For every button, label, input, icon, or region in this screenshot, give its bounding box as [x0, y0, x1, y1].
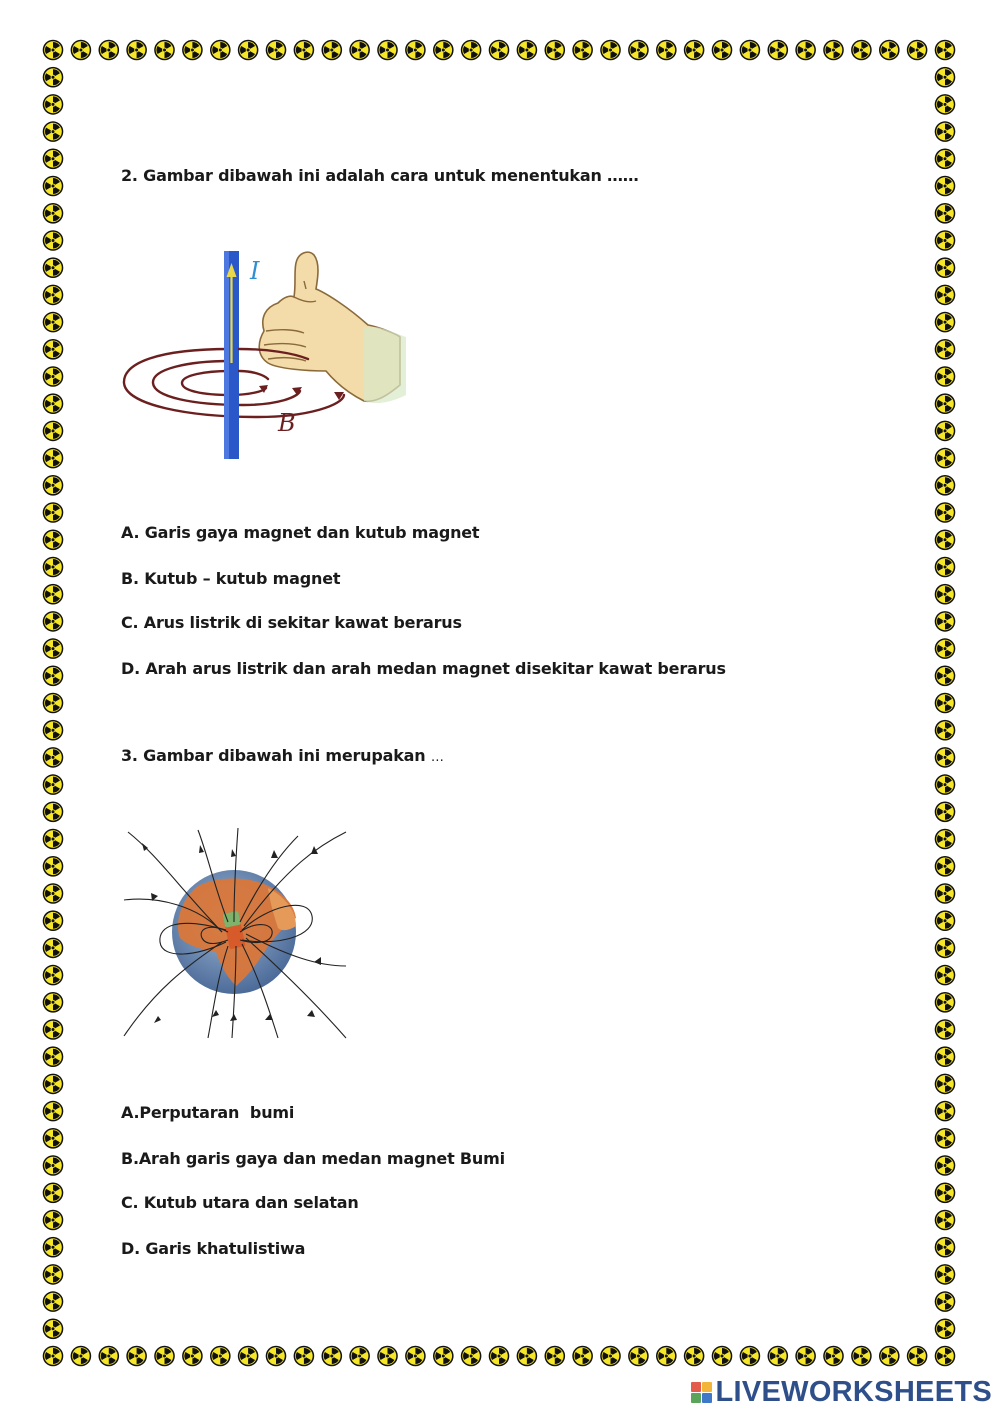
radiation-icon [656, 1346, 677, 1367]
radiation-icon [43, 856, 64, 877]
radiation-icon [71, 1346, 92, 1367]
radiation-icon [43, 1128, 64, 1149]
radiation-icon [43, 1346, 64, 1367]
radiation-icon [294, 40, 315, 61]
radiation-icon [321, 40, 342, 61]
radiation-icon [935, 339, 956, 360]
radiation-icon [43, 1074, 64, 1095]
radiation-icon [43, 257, 64, 278]
radiation-icon [767, 1346, 788, 1367]
radiation-icon [43, 1210, 64, 1231]
radiation-icon [43, 1046, 64, 1067]
radiation-icon [935, 938, 956, 959]
question-3-option-b[interactable]: B.Arah garis gaya dan medan magnet Bumi [121, 1149, 505, 1168]
radiation-icon [851, 1346, 872, 1367]
radiation-icon [126, 40, 147, 61]
radiation-icon [43, 1291, 64, 1312]
radiation-icon [935, 666, 956, 687]
radiation-icon [935, 992, 956, 1013]
radiation-icon [43, 829, 64, 850]
radiation-icon [935, 829, 956, 850]
radiation-icon [43, 1155, 64, 1176]
brand-text: LIVEWORKSHEETS [715, 1375, 992, 1408]
radiation-icon [43, 693, 64, 714]
radiation-icon [935, 1183, 956, 1204]
radiation-icon [795, 1346, 816, 1367]
radiation-icon [43, 312, 64, 333]
radiation-icon [517, 40, 538, 61]
question-3-option-a[interactable]: A.Perputaran bumi [121, 1103, 295, 1122]
radiation-icon [935, 257, 956, 278]
radiation-icon [935, 965, 956, 986]
radiation-icon [377, 1346, 398, 1367]
radiation-icon [712, 40, 733, 61]
radiation-icon [879, 40, 900, 61]
radiation-icon [43, 366, 64, 387]
radiation-icon [489, 40, 510, 61]
liveworksheets-logo-icon [691, 1382, 712, 1403]
radiation-icon [935, 910, 956, 931]
radiation-icon [43, 992, 64, 1013]
radiation-icon [43, 40, 64, 61]
radiation-icon [935, 557, 956, 578]
radiation-icon [43, 611, 64, 632]
radiation-icon [935, 421, 956, 442]
radiation-icon [935, 285, 956, 306]
question-3-ellipsis: … [430, 750, 444, 765]
radiation-icon [935, 584, 956, 605]
radiation-icon [266, 40, 287, 61]
radiation-icon [43, 1183, 64, 1204]
radiation-icon [71, 40, 92, 61]
radiation-icon [349, 1346, 370, 1367]
radiation-icon [935, 312, 956, 333]
radiation-icon [43, 557, 64, 578]
radiation-icon [935, 1101, 956, 1122]
question-2-prompt: 2. Gambar dibawah ini adalah cara untuk menentukan …… [121, 166, 639, 185]
radiation-icon [43, 149, 64, 170]
radiation-icon [795, 40, 816, 61]
radiation-icon [684, 1346, 705, 1367]
radiation-icon [935, 230, 956, 251]
radiation-icon [823, 40, 844, 61]
radiation-icon [907, 40, 928, 61]
radiation-icon [43, 475, 64, 496]
radiation-icon [628, 1346, 649, 1367]
radiation-icon [544, 1346, 565, 1367]
question-3-option-c[interactable]: C. Kutub utara dan selatan [121, 1193, 359, 1212]
radiation-icon [43, 1264, 64, 1285]
radiation-icon [210, 1346, 231, 1367]
radiation-icon [935, 40, 956, 61]
radiation-icon [43, 938, 64, 959]
radiation-icon [684, 40, 705, 61]
radiation-icon [935, 475, 956, 496]
radiation-icon [823, 1346, 844, 1367]
radiation-icon [572, 40, 593, 61]
radiation-icon [935, 1346, 956, 1367]
radiation-icon [98, 1346, 119, 1367]
radiation-icon [600, 40, 621, 61]
radiation-icon [43, 584, 64, 605]
radiation-icon [238, 40, 259, 61]
radiation-icon [935, 1128, 956, 1149]
radiation-icon [126, 1346, 147, 1367]
radiation-icon [43, 666, 64, 687]
radiation-icon [935, 1074, 956, 1095]
radiation-icon [935, 611, 956, 632]
radiation-icon [43, 448, 64, 469]
radiation-icon [43, 1319, 64, 1340]
radiation-icon [935, 747, 956, 768]
radiation-icon [656, 40, 677, 61]
radiation-icon [740, 40, 761, 61]
radiation-icon [433, 1346, 454, 1367]
radiation-icon [43, 94, 64, 115]
radiation-icon [907, 1346, 928, 1367]
radiation-icon [43, 774, 64, 795]
question-2-option-b[interactable]: B. Kutub – kutub magnet [121, 569, 341, 588]
radiation-icon [405, 1346, 426, 1367]
radiation-icon [935, 448, 956, 469]
radiation-icon [935, 149, 956, 170]
radiation-icon [43, 393, 64, 414]
radiation-icon [935, 720, 956, 741]
radiation-icon [935, 774, 956, 795]
radiation-icon [43, 720, 64, 741]
radiation-icon [935, 802, 956, 823]
radiation-icon [349, 40, 370, 61]
field-label: B [278, 409, 296, 437]
radiation-icon [935, 393, 956, 414]
radiation-icon [935, 67, 956, 88]
radiation-icon [182, 40, 203, 61]
radiation-icon [43, 1237, 64, 1258]
radiation-icon [935, 1019, 956, 1040]
radiation-icon [935, 856, 956, 877]
radiation-icon [43, 339, 64, 360]
radiation-icon [572, 1346, 593, 1367]
radiation-icon [935, 502, 956, 523]
radiation-icon [43, 230, 64, 251]
radiation-icon [851, 40, 872, 61]
radiation-icon [43, 965, 64, 986]
radiation-icon [43, 121, 64, 142]
radiation-icon [43, 421, 64, 442]
radiation-icon [489, 1346, 510, 1367]
radiation-icon [935, 1237, 956, 1258]
radiation-icon [740, 1346, 761, 1367]
radiation-icon [266, 1346, 287, 1367]
radiation-icon [154, 1346, 175, 1367]
radiation-icon [935, 94, 956, 115]
radiation-icon [935, 1155, 956, 1176]
radiation-icon [628, 40, 649, 61]
radiation-icon [182, 1346, 203, 1367]
radiation-icon [544, 40, 565, 61]
radiation-icon [935, 176, 956, 197]
radiation-icon [43, 502, 64, 523]
question-2-option-c[interactable]: C. Arus listrik di sekitar kawat berarus [121, 613, 462, 632]
radiation-icon [935, 1046, 956, 1067]
question-3-prompt-text: 3. Gambar dibawah ini merupakan [121, 746, 426, 765]
radiation-icon [461, 1346, 482, 1367]
radiation-icon [433, 40, 454, 61]
question-3-prompt [121, 746, 444, 765]
radiation-icon [43, 747, 64, 768]
radiation-icon [935, 1291, 956, 1312]
radiation-icon [935, 530, 956, 551]
radiation-icon [767, 40, 788, 61]
radiation-icon [43, 176, 64, 197]
radiation-icon [935, 638, 956, 659]
radiation-icon [935, 693, 956, 714]
radiation-icon [98, 40, 119, 61]
right-hand-rule-icon [118, 245, 408, 465]
radiation-icon [43, 530, 64, 551]
radiation-icon [43, 285, 64, 306]
radiation-icon [43, 203, 64, 224]
radiation-icon [935, 121, 956, 142]
earth-magnetic-field-icon [118, 826, 350, 1042]
radiation-icon [935, 1319, 956, 1340]
question-2-option-a[interactable]: A. Garis gaya magnet dan kutub magnet [121, 523, 480, 542]
radiation-icon [154, 40, 175, 61]
radiation-icon [935, 1264, 956, 1285]
radiation-icon [210, 40, 231, 61]
radiation-icon [43, 910, 64, 931]
radiation-icon [935, 1210, 956, 1231]
radiation-icon [405, 40, 426, 61]
radiation-icon [43, 638, 64, 659]
radiation-icon [294, 1346, 315, 1367]
radiation-icon [935, 883, 956, 904]
radiation-icon [238, 1346, 259, 1367]
radiation-icon [712, 1346, 733, 1367]
radiation-icon [517, 1346, 538, 1367]
radiation-icon [43, 67, 64, 88]
radiation-icon [43, 1019, 64, 1040]
radiation-icon [377, 40, 398, 61]
radiation-icon [935, 366, 956, 387]
radiation-icon [321, 1346, 342, 1367]
current-label: I [250, 257, 260, 285]
radiation-icon [43, 1101, 64, 1122]
radiation-icon [600, 1346, 621, 1367]
radiation-icon [879, 1346, 900, 1367]
radiation-icon [43, 802, 64, 823]
radiation-icon [461, 40, 482, 61]
question-3-option-d[interactable]: D. Garis khatulistiwa [121, 1239, 306, 1258]
radiation-icon [43, 883, 64, 904]
question-2-option-d[interactable]: D. Arah arus listrik dan arah medan magnet disekitar kawat berarus [121, 659, 726, 678]
radiation-icon [935, 203, 956, 224]
liveworksheets-brand[interactable] [691, 1377, 993, 1407]
